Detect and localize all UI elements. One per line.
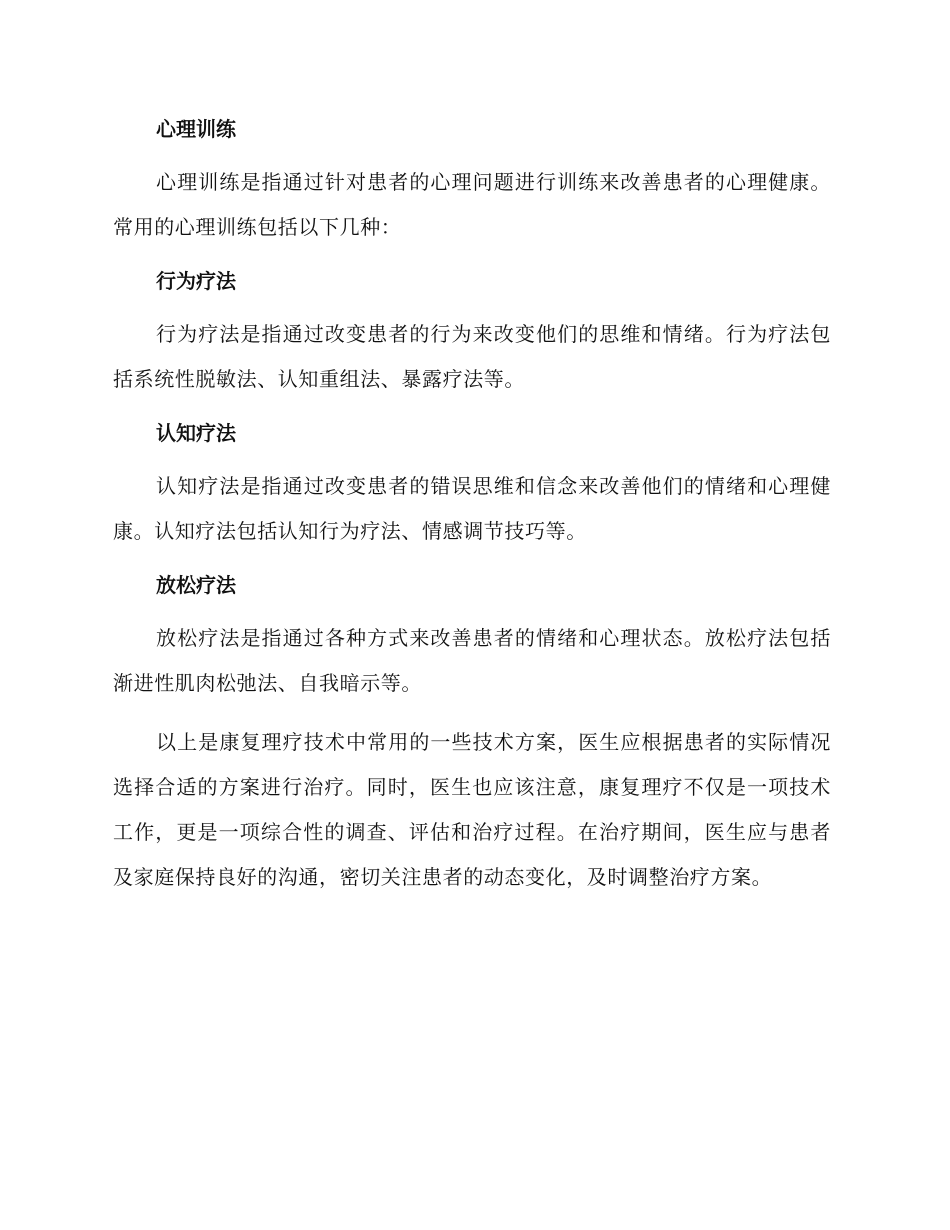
section-paragraph-psychological-training: 心理训练是指通过针对患者的心理问题进行训练来改善患者的心理健康。常用的心理训练包括以下几种： [113,170,831,239]
section-heading-cognitive-therapy: 认知疗法 [156,421,236,445]
section-heading-relaxation-therapy: 放松疗法 [156,573,236,597]
section-paragraph-cognitive-therapy: 认知疗法是指通过改变患者的错误思维和信念来改善他们的情绪和心理健康。认知疗法包括认知行为疗法、情感调节技巧等。 [113,474,831,543]
section-paragraph-relaxation-therapy: 放松疗法是指通过各种方式来改善患者的情绪和心理状态。放松疗法包括渐进性肌肉松弛法、自我暗示等。 [113,626,831,695]
section-heading-psychological-training: 心理训练 [156,117,236,141]
section-heading-behavior-therapy: 行为疗法 [156,269,236,293]
conclusion-paragraph: 以上是康复理疗技术中常用的一些技术方案，医生应根据患者的实际情况选择合适的方案进行治疗。同时，医生也应该注意，康复理疗不仅是一项技术工作，更是一项综合性的调查、评估和治疗过程。在治疗期间，医生应与患者及家庭保持良好的沟通，密切关注患者的动态变化，及时调整治疗方案。 [113,730,831,889]
section-paragraph-behavior-therapy: 行为疗法是指通过改变患者的行为来改变他们的思维和情绪。行为疗法包括系统性脱敏法、认知重组法、暴露疗法等。 [113,322,831,391]
document-body [113,112,831,900]
